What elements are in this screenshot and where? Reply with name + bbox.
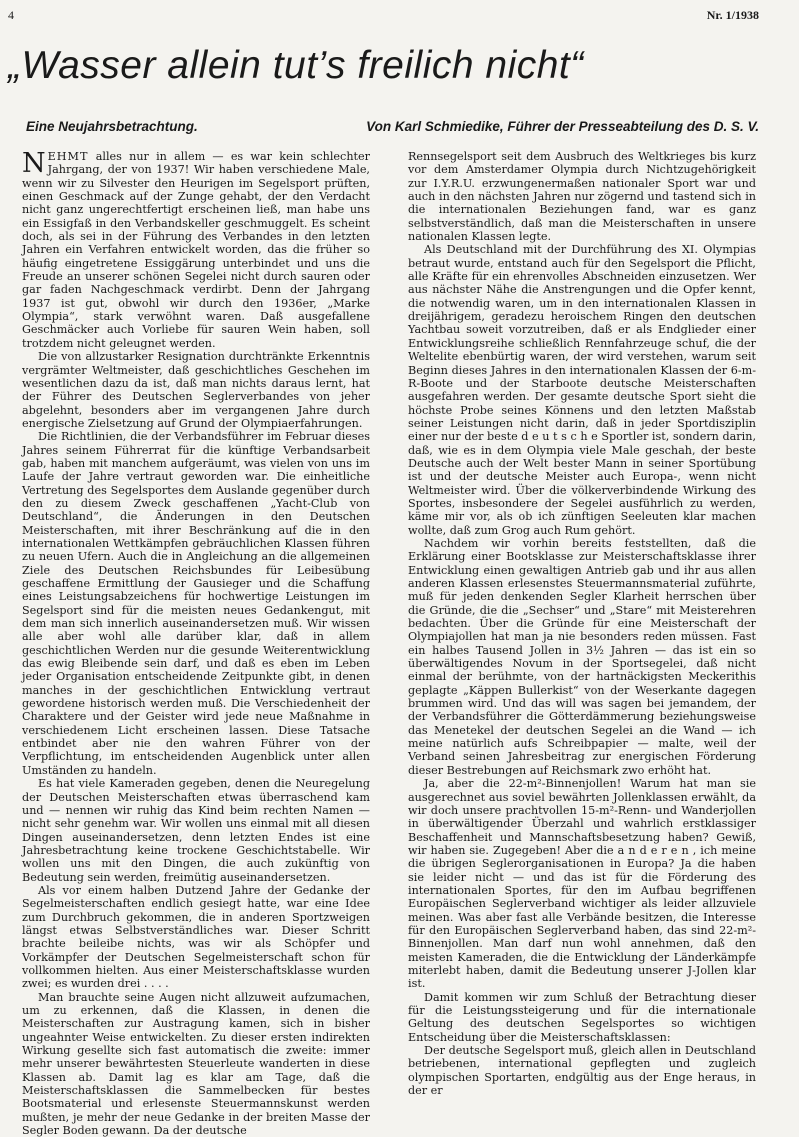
paragraph: Nachdem wir vorhin bereits feststellten, daß die Erklärung einer Bootsklasse zur Meisterschaftsklasse ihrer Entwicklung einen gewaltigen Antrieb gab und ihr aus allen anderen Klassen erlesenstes Steuermannsmaterial zuführte, muß für jeden denkenden Segler Klarheit herrschen über die Gründe, die die „Sechser“ und „Stare“ mit Meisterehren bedachten. Über die Gründe für eine Meisterschaft der Olympiajollen hat man ja nie besonders reden müssen. Fast ein halbes Tausend Jollen in 3½ Jahren — das ist ein so überwältigendes Novum in der Sportsegelei, daß nicht einmal der berühmte, von der hartnäckigsten Meckerithis geplagte „Käppen Bullerkist“ von der Weserkante dagegen brummen wird. Und das will was sagen bei jemandem, der der Verbandsführer die Götterdämmerung beziehungsweise das Menetekel der deutschen Segelei an die Wand — ich meine natürlich aufs Schreibpapier — malte, weil der Verband seinen Jahresbeitrag zur energischen Förderung dieser Bestrebungen auf Reichsmark zwo erhöht hat. bbox=[408, 536, 756, 777]
paragraph: Die von allzustarker Resignation durchtränkte Erkenntnis vergrämter Weltmeister, daß geschichtliches Geschehen im wesentlichen dazu da ist, daß man nichts daraus lernt, hat der Führer des Deutschen Seglerverbandes von jeher abgelehnt, besonders aber im vergangenen Jahre durch energische Zielsetzung auf Grund der Olympiaerfahrungen. bbox=[22, 350, 370, 430]
paragraph: Rennsegelsport seit dem Ausbruch des Weltkrieges bis kurz vor dem Amsterdamer Olympia durch Nichtzugehörigkeit zur I.Y.R.U. erzwungenermaßen nationaler Sport war und auch in den nächsten Jahren nur zögernd und tastend sich in die internationalen Beziehungen fand, war es ganz selbstverständlich, daß man die Meisterschaften in unsere nationalen Klassen legte. bbox=[408, 150, 756, 244]
page-number: 4 bbox=[8, 8, 14, 22]
drop-cap: N bbox=[22, 148, 46, 179]
paragraph: Als Deutschland mit der Durchführung des XI. Olympias betraut wurde, entstand auch für den Segelsport die Pflicht, alle Kräfte für ein ehrenvolles Abschneiden einzusetzen. Wer aus nächster Nähe die Anstrengungen und die Opfer kennt, die notwendig waren, um in den internationalen Klassen in dreijährigem, geradezu heroischem Ringen den deutschen Yachtbau soweit vorzutreiben, daß er als Endglieder einer Entwicklungsreihe schließlich Rennfahrzeuge schuf, die der Weltelite ebenbürtig waren, der wird verstehen, warum seit Beginn dieses Jahres in den internationalen Klassen der 6-m-R-Boote und der Starboote deutsche Meisterschaften ausgefahren werden. Der gesamte deutsche Sport sieht die höchste Probe seines Könnens und den letzten Maßstab seiner Leistungen nicht darin, daß in jeder Sportdisziplin einer nur der beste d e u t s c h e Sportler ist, sondern darin, daß, wie es in dem Olympia viele Male geschah, der beste Deutsche auch der Welt bester Mann in seiner Sportübung ist und der deutsche Meister auch Europa-, wenn nicht Weltmeister wird. Über die völkerverbindende Wirkung des Sportes, insbesondere der Segelei ausführlich zu werden, käme mir vor, als ob ich zünftigen Seeleuten klar machen wollte, daß zum Grog auch Rum gehört. bbox=[408, 243, 756, 537]
article-byline: Von Karl Schmiedike, Führer der Presseabteilung des D. S. V. bbox=[366, 119, 759, 134]
right-column bbox=[408, 150, 756, 1097]
paragraph: Man brauchte seine Augen nicht allzuweit aufzumachen, um zu erkennen, daß die Klassen, in denen die Meisterschaften zur Austragung kamen, sich in bisher ungeahnter Weise entwickelten. Zu dieser ersten indirekten Wirkung gesellte sich fast automatisch die zweite: immer mehr unserer bewährtesten Steuerleute wanderten in diese Klassen ab. Damit lag es klar am Tage, daß die Meisterschaftsklassen die Sammelbecken für bestes Bootsmaterial und erlesenste Steuermannskunst werden mußten, je mehr der neue Gedanke in der breiten Masse der Segler Boden gewann. Da der deutsche bbox=[22, 990, 370, 1137]
issue-number: Nr. 1/1938 bbox=[706, 8, 759, 22]
paragraph: Der deutsche Segelsport muß, gleich allen in Deutschland betriebenen, international gepflegten und zugleich olympischen Sportarten, endgültig aus der Enge heraus, in der er bbox=[408, 1044, 756, 1098]
paragraph-text: alles nur in allem — es war kein schlechter Jahrgang, der von 1937! Wir haben verschiedene Male, wenn wir zu Silvester den Heurigen im Segelsport prüften, einen Geschmack auf der Zunge gehabt, der den Verdacht nicht ganz ungerechtfertigt erscheinen ließ, man habe uns ein Essigfaß in den Verbandskeller geschmuggelt. Es scheint doch, als sei in der Führung des Verbandes in den letzten Jahren ein Verfahren entwickelt worden, das die früher so häufig eingetretene Essiggärung unterbindet und uns die Freude an unserer schönen Segelei nicht durch sauren oder gar faden Nachgeschmack verdirbt. Denn der Jahrgang 1937 ist gut, obwohl wir durch den 1936er, „Marke Olympia“, stark verwöhnt waren. Daß ausgefallene Geschmäcker auch Vorliebe für sauren Wein haben, soll trotzdem nicht geleugnet werden. bbox=[22, 150, 370, 350]
paragraph: Es hat viele Kameraden gegeben, denen die Neuregelung der Deutschen Meisterschaften etwas überraschend kam und — nennen wir ruhig das Kind beim rechten Namen — nicht sehr genehm war. Wir wollen uns einmal mit all diesen Dingen auseinandersetzen, denn letzten Endes ist eine Jahresbetrachtung keine trockene Geschichtstabelle. Wir wollen uns mit den Dingen, die auch zukünftig von Bedeutung sein werden, freimütig auseinandersetzen. bbox=[22, 777, 370, 884]
article-subtitle: Eine Neujahrsbetrachtung. bbox=[26, 119, 198, 134]
paragraph: Ja, aber die 22-m²-Binnenjollen! Warum hat man sie ausgerechnet aus soviel bewährten Jollenklassen erwählt, da wir doch unsere prachtvollen 15-m²-Renn- und Wanderjollen in überwältigender Überzahl und wahrlich erstklassiger Beschaffenheit und Mannschaftsbesetzung haben? Gewiß, wir haben sie. Zugegeben! Aber die a n d e r e n , ich meine die übrigen Seglerorganisationen in Europa? Ja die haben sie leider nicht — und das ist für die Förderung des internationalen Sportes, für den im Aufbau begriffenen Europäischen Seglerverband wichtiger als leider allzuviele meinen. Was aber fast alle Verbände besitzen, die Interesse für den Europäischen Seglerverband haben, das sind 22-m²-Binnenjollen. Man darf nun wohl annehmen, daß den meisten Kameraden, die die Entwicklung der Länderkämpfe miterlebt haben, damit die Bedeutung unserer J-Jollen klar ist. bbox=[408, 777, 756, 991]
paragraph: Als vor einem halben Dutzend Jahre der Gedanke der Segelmeisterschaften endlich gesiegt hatte, war eine Idee zum Durchbruch gekommen, die in anderen Sportzweigen längst etwas Selbstverständliches war. Dieser Schritt brachte beileibe nichts, was wir als Schöpfer und Vorkämpfer der Deutschen Segelmeisterschaft schon für vollkommen hielten. Aus einer Meisterschaftsklasse wurden zwei; es wurden drei . . . . bbox=[22, 883, 370, 991]
first-word: EHMT bbox=[47, 150, 89, 163]
paragraph: Die Richtlinien, die der Verbandsführer im Februar dieses Jahres seinem Führerrat für die künftige Verbandsarbeit gab, haben mit manchem aufgeräumt, was vielen von uns im Laufe der Jahre vertraut geworden war. Die einheitliche Vertretung des Segelsportes dem Auslande gegenüber durch den zu diesem Zweck geschaffenen „Yacht-Club von Deutschland“, die Änderungen in den Deutschen Meisterschaften, mit ihrer Beschränkung auf die in den internationalen Wettkämpfen gebräuchlichen Klassen führen zu neuen Ufern. Auch die in Angleichung an die allgemeinen Ziele des Deutschen Reichsbundes für Leibesübung geschaffene Ermittlung der Gausieger und die Schaffung eines Leistungsabzeichens für hochwertige Leistungen im Segelsport sind für die meisten neues Gedankengut, mit dem man sich innerlich auseinandersetzen muß. Wir wissen alle aber wohl alle darüber klar, daß in allem geschichtlichen Werden nur die gesunde Weiterentwicklung das ewig Bleibende sein darf, und daß es eben im Leben jeder Organisation entscheidende Zeitpunkte gibt, in denen manches in der geschichtlichen Entwicklung vertraut gewordene historisch werden muß. Die Verschiedenheit der Charaktere und der Geister wird jede neue Maßnahme in verschiedenem Licht erscheinen lassen. Diese Tatsache entbindet aber nie den wahren Führer von der Verpflichtung, im entscheidenden Augenblick unter allen Umständen zu handeln. bbox=[22, 430, 370, 777]
article-title: „Wasser allein tut’s freilich nicht“ bbox=[8, 44, 584, 87]
paragraph: Damit kommen wir zum Schluß der Betrachtung dieser für die Leistungssteigerung und für die internationale Geltung des deutschen Segelsportes so wichtigen Entscheidung über die Meisterschaftsklassen: bbox=[408, 990, 756, 1044]
left-column bbox=[22, 150, 370, 1137]
paragraph bbox=[22, 150, 370, 350]
